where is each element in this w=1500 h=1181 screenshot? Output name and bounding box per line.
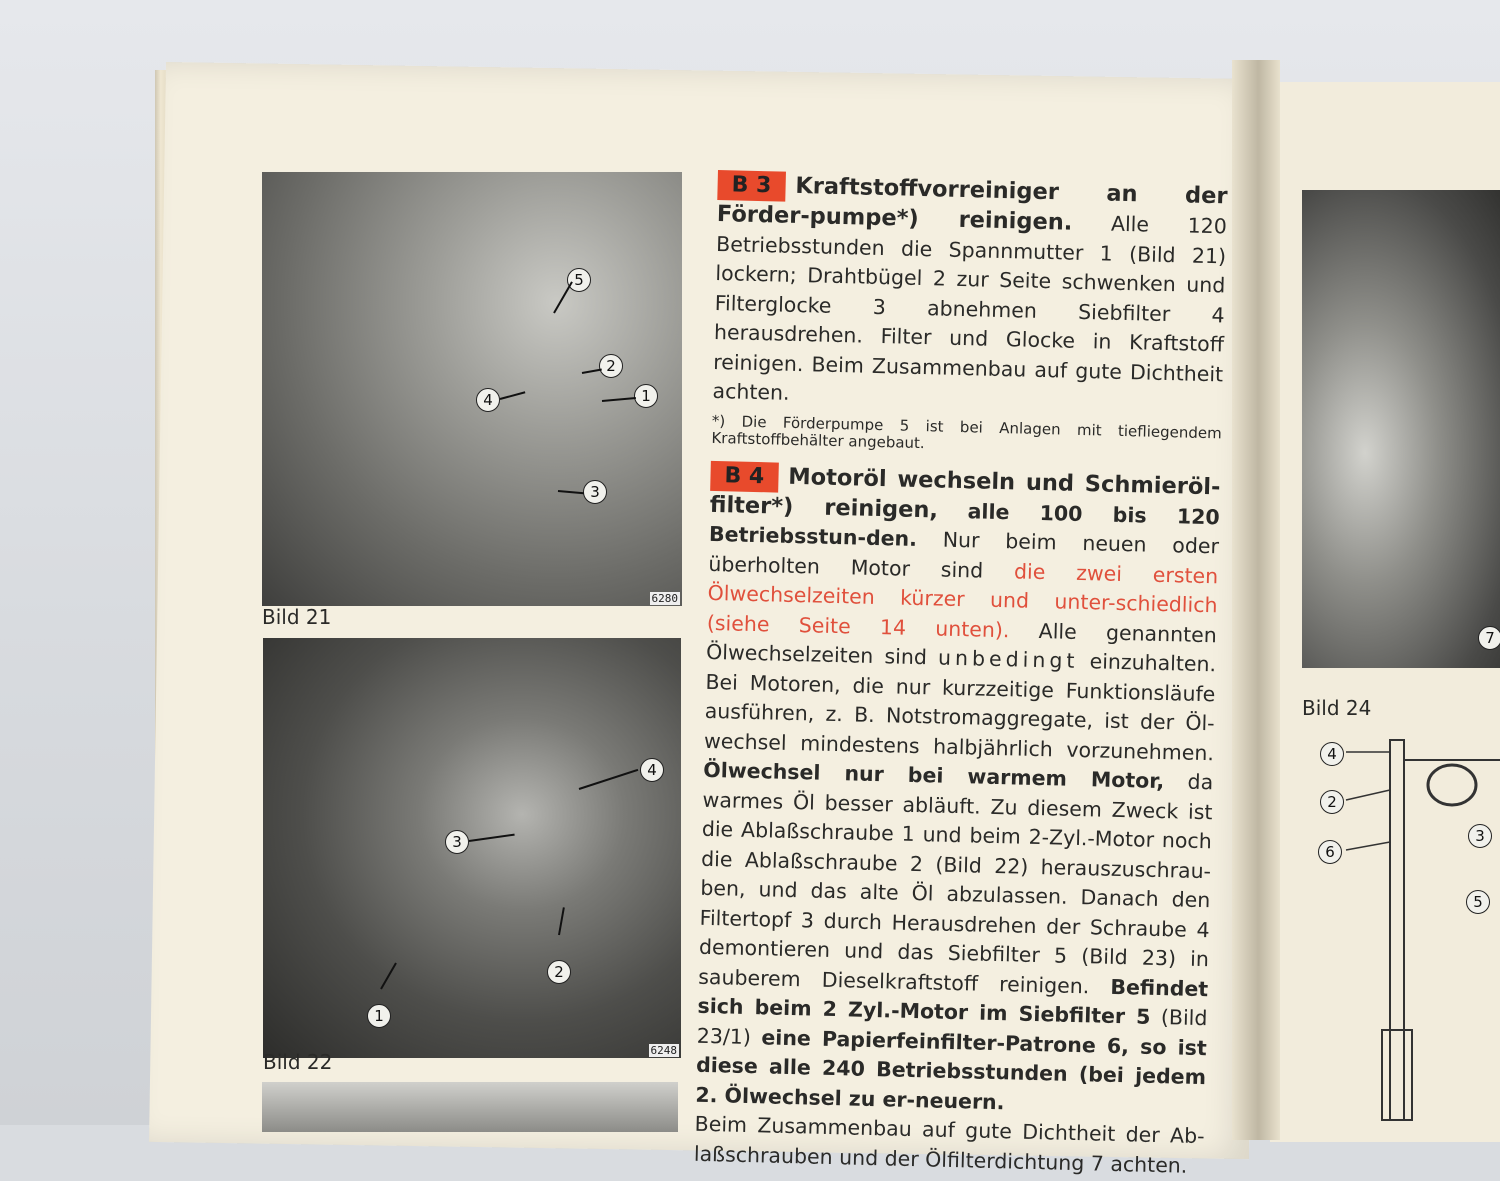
callout-2: 2 [1320, 790, 1344, 814]
parts-diagram [1302, 730, 1500, 1130]
footnote-b3: *) Die Förderpumpe 5 ist bei Anlagen mit tiefliegendem Kraftstoffbehälter angebaut. [711, 411, 1222, 452]
callout-4: 4 [640, 758, 664, 782]
section-heading-tail-b4: alle 100 bis 120 Betriebsstun-den. [708, 498, 1220, 551]
callout-6: 6 [1318, 840, 1342, 864]
callout-1: 1 [634, 384, 658, 408]
bold-text-b4-1: Ölwechsel nur bei warmem Motor, [703, 757, 1165, 794]
section-b4 [695, 460, 1221, 1122]
section-tag-b4: B 4 [710, 460, 778, 492]
spaced-emphasis-word: unbedingt [937, 645, 1079, 673]
photo-bild-24 [1302, 190, 1500, 668]
bold-text-b4-2b: eine Papierfeinfilter-Patrone 6, so ist diese alle 240 Betriebsstunden (bei jedem 2. Ölwechsel zu er-neuern. [695, 1024, 1207, 1114]
section-heading-b4: Motoröl wechseln und Schmieröl-filter*) reinigen, [709, 463, 1221, 523]
text-b4-2: Alle genannten Ölwechselzeiten sind [705, 618, 1218, 670]
caption-bild-21: Bild 21 [262, 605, 332, 629]
photo-bild-24-image [1302, 190, 1500, 668]
photo-bild-22 [263, 638, 681, 1058]
text-b4-1: Nur beim neuen oder überholten Motor sind [708, 527, 1220, 583]
text-b4-6: Beim Zusammenbau auf gute Dichtheit der Ab-laßschrauben und der Ölfilterdichtung 7 achten. [693, 1111, 1205, 1178]
callout-4: 4 [1320, 742, 1344, 766]
photo-bild-21-image [262, 172, 682, 606]
callout-7: 7 [1478, 626, 1500, 650]
image-number: 6280 [651, 592, 678, 605]
callout-1: 1 [367, 1004, 391, 1028]
callout-3: 3 [445, 830, 469, 854]
section-heading-b3: Kraftstoffvorreiniger an der Förder-pumpe*) reinigen. [716, 172, 1228, 236]
bold-text-b4-2a: Befindet sich beim 2 Zyl.-Motor im Siebfilter 5 [697, 974, 1209, 1029]
text-column [694, 170, 1228, 1181]
callout-3: 3 [1468, 824, 1492, 848]
photo-bild-22-image [263, 638, 681, 1058]
callout-3: 3 [583, 480, 607, 504]
callout-5: 5 [1466, 890, 1490, 914]
section-tag-b3: B 3 [717, 170, 785, 202]
text-b4-5: (Bild 23/1) [696, 1005, 1208, 1049]
caption-bild-22: Bild 22 [263, 1050, 333, 1074]
callout-5: 5 [567, 268, 591, 292]
callout-4: 4 [476, 388, 500, 412]
section-b3 [712, 170, 1228, 419]
text-b4-3: einzuhalten. Bei Motoren, die nur kurzzeitige Funktionsläufe ausführen, z. B. Notstromaggregate, ist der Öl-wechsel mindestens halbjährlich vorzunehmen. [703, 649, 1217, 765]
text-b4-4: da warmes Öl besser abläuft. Zu diesem Zweck ist die Ablaßschraube 1 und beim 2-Zyl.-Motor noch die Ablaßschraube 2 (Bild 22) herauszuschrau-ben, und das alte Öl abzulassen. Danach den Filtertopf 3 durch Herausdrehen der Schraube 4 demontieren und das Siebfilter 5 (Bild 23) in sauberem Dieselkraftstoff reinigen. [698, 769, 1214, 998]
image-number: 6248 [650, 1044, 677, 1057]
section-body-b3: Alle 120 Betriebsstunden die Spannmutter 1 (Bild 21) lockern; Drahtbügel 2 zur Seite schwenken und Filterglocke 3 abnehmen Siebfilter 4 herausdrehen. Filter und Glocke in Kraftstoff reinigen. Beim Zusammenbau auf gute Dichtheit achten. [712, 211, 1228, 405]
callout-2: 2 [547, 960, 571, 984]
callout-2: 2 [599, 354, 623, 378]
caption-bild-24: Bild 24 [1302, 696, 1372, 720]
book-gutter [1232, 60, 1280, 1140]
photo-bild-21 [262, 172, 682, 606]
highlighted-red-text: die zwei ersten Ölwechselzeiten kürzer und unter-schiedlich (siehe Seite 14 unten). [706, 558, 1219, 642]
